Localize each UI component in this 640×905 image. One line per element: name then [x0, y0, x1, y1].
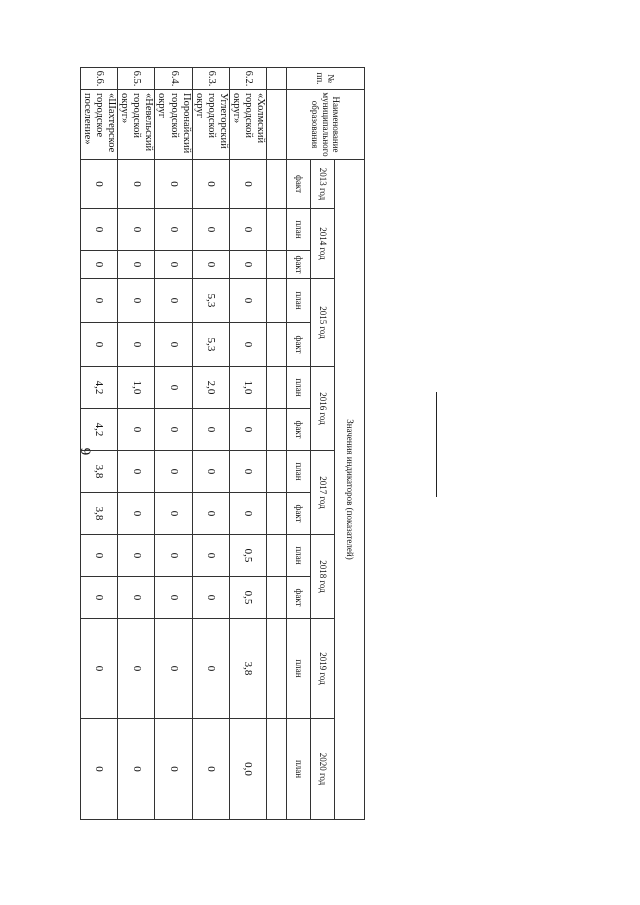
row-number: 6.3. [192, 68, 229, 90]
value-cell: 0 [155, 279, 192, 323]
value-cell: 0 [155, 451, 192, 493]
value-cell: 5,3 [192, 323, 229, 367]
sub-header: факт [287, 160, 311, 209]
value-cell: 0 [81, 719, 118, 820]
value-cell: 0 [192, 209, 229, 251]
sub-header: факт [287, 323, 311, 367]
sub-header: план [287, 451, 311, 493]
row-number: 6.4. [155, 68, 192, 90]
year-header: 2013 год [311, 160, 335, 209]
year-header-row [311, 68, 335, 820]
value-cell: 1,0 [118, 367, 155, 409]
value-cell: 0 [192, 619, 229, 719]
sub-header-row [287, 68, 311, 820]
value-cell: 0 [118, 719, 155, 820]
value-cell: 2,0 [192, 367, 229, 409]
row-number: 6.5. [118, 68, 155, 90]
value-cell: 0 [229, 209, 266, 251]
value-cell: 0 [155, 323, 192, 367]
value-cell: 0 [81, 577, 118, 619]
sub-header: план [287, 367, 311, 409]
value-cell: 0 [229, 323, 266, 367]
value-cell: 0,5 [229, 577, 266, 619]
value-cell: 0 [81, 619, 118, 719]
value-cell: 0 [192, 719, 229, 820]
value-cell: 0 [118, 279, 155, 323]
value-cell: 0,0 [229, 719, 266, 820]
value-cell: 0 [155, 251, 192, 279]
row-number: 6.6. [81, 68, 118, 90]
year-header: 2020 год [311, 719, 335, 820]
separator-line [436, 392, 437, 497]
value-cell: 0 [229, 451, 266, 493]
header-row-top [335, 68, 365, 820]
table-body [78, 68, 267, 820]
year-header: 2015 год [311, 279, 335, 367]
sub-header: план [287, 535, 311, 577]
col-no-header: № пп. [287, 68, 365, 90]
value-cell: 0 [81, 209, 118, 251]
spacer-row [267, 68, 287, 820]
value-cell: 0 [155, 209, 192, 251]
year-header: 2017 год [311, 451, 335, 535]
value-cell: 0 [118, 577, 155, 619]
value-cell: 0 [192, 409, 229, 451]
value-cell: 0 [155, 619, 192, 719]
value-cell: 0 [155, 493, 192, 535]
table-row [155, 68, 192, 820]
value-cell: 0 [155, 577, 192, 619]
value-cell: 0 [118, 251, 155, 279]
value-cell: 0 [118, 493, 155, 535]
municipality-name: Углегорский городской округ [192, 90, 229, 160]
value-cell: 0 [155, 535, 192, 577]
value-cell: 0 [118, 535, 155, 577]
value-cell: 0 [81, 251, 118, 279]
value-cell: 0 [118, 619, 155, 719]
row-number: 6.2. [229, 68, 266, 90]
value-cell: 0 [155, 160, 192, 209]
value-cell: 0 [192, 577, 229, 619]
value-cell: 0 [155, 367, 192, 409]
value-cell: 0 [192, 493, 229, 535]
table-row [229, 68, 266, 820]
value-cell: 0 [155, 719, 192, 820]
value-cell: 3,8 [229, 619, 266, 719]
value-cell: 0 [118, 323, 155, 367]
municipality-name: «Шахтерское городское поселение» [81, 90, 118, 160]
value-cell: 0 [118, 409, 155, 451]
sub-header: факт [287, 493, 311, 535]
value-cell: 3,8 [81, 451, 118, 493]
municipality-name: «Холмский городской округ» [229, 90, 266, 160]
sub-header: факт [287, 251, 311, 279]
year-header: 2016 год [311, 367, 335, 451]
value-cell: 0 [192, 535, 229, 577]
sub-header: факт [287, 409, 311, 451]
sub-header: план [287, 209, 311, 251]
value-cell: 0 [229, 251, 266, 279]
value-cell: 1,0 [229, 367, 266, 409]
sub-header: план [287, 279, 311, 323]
value-cell: 0 [192, 160, 229, 209]
page-number: 6 [78, 447, 95, 456]
value-cell: 4,2 [81, 409, 118, 451]
municipality-name: «Невельский городской округ» [118, 90, 155, 160]
rotated-table-container [82, 67, 365, 819]
value-cell: 0 [81, 279, 118, 323]
group-title: Значения индикаторов (показателей) [335, 160, 365, 820]
year-header: 2019 год [311, 619, 335, 719]
value-cell: 0,5 [229, 535, 266, 577]
value-cell: 0 [118, 160, 155, 209]
value-cell: 3,8 [81, 493, 118, 535]
table-row [81, 68, 118, 820]
municipality-name: Поронайский городской округ [155, 90, 192, 160]
value-cell: 5,3 [192, 279, 229, 323]
value-cell: 0 [229, 160, 266, 209]
table-row [192, 68, 229, 820]
sub-header: план [287, 619, 311, 719]
year-header: 2014 год [311, 209, 335, 279]
value-cell: 0 [155, 409, 192, 451]
value-cell: 0 [229, 493, 266, 535]
indicators-table [80, 67, 365, 820]
value-cell: 0 [118, 209, 155, 251]
value-cell: 0 [81, 323, 118, 367]
value-cell: 0 [229, 409, 266, 451]
table-row [118, 68, 155, 820]
value-cell: 0 [118, 451, 155, 493]
value-cell: 0 [81, 160, 118, 209]
col-name-header: Наименование муниципального образования [287, 90, 365, 160]
value-cell: 0 [192, 451, 229, 493]
sub-header: план [287, 719, 311, 820]
value-cell: 0 [81, 535, 118, 577]
value-cell: 0 [192, 251, 229, 279]
value-cell: 4,2 [81, 367, 118, 409]
value-cell: 0 [229, 279, 266, 323]
sub-header: факт [287, 577, 311, 619]
year-header: 2018 год [311, 535, 335, 619]
